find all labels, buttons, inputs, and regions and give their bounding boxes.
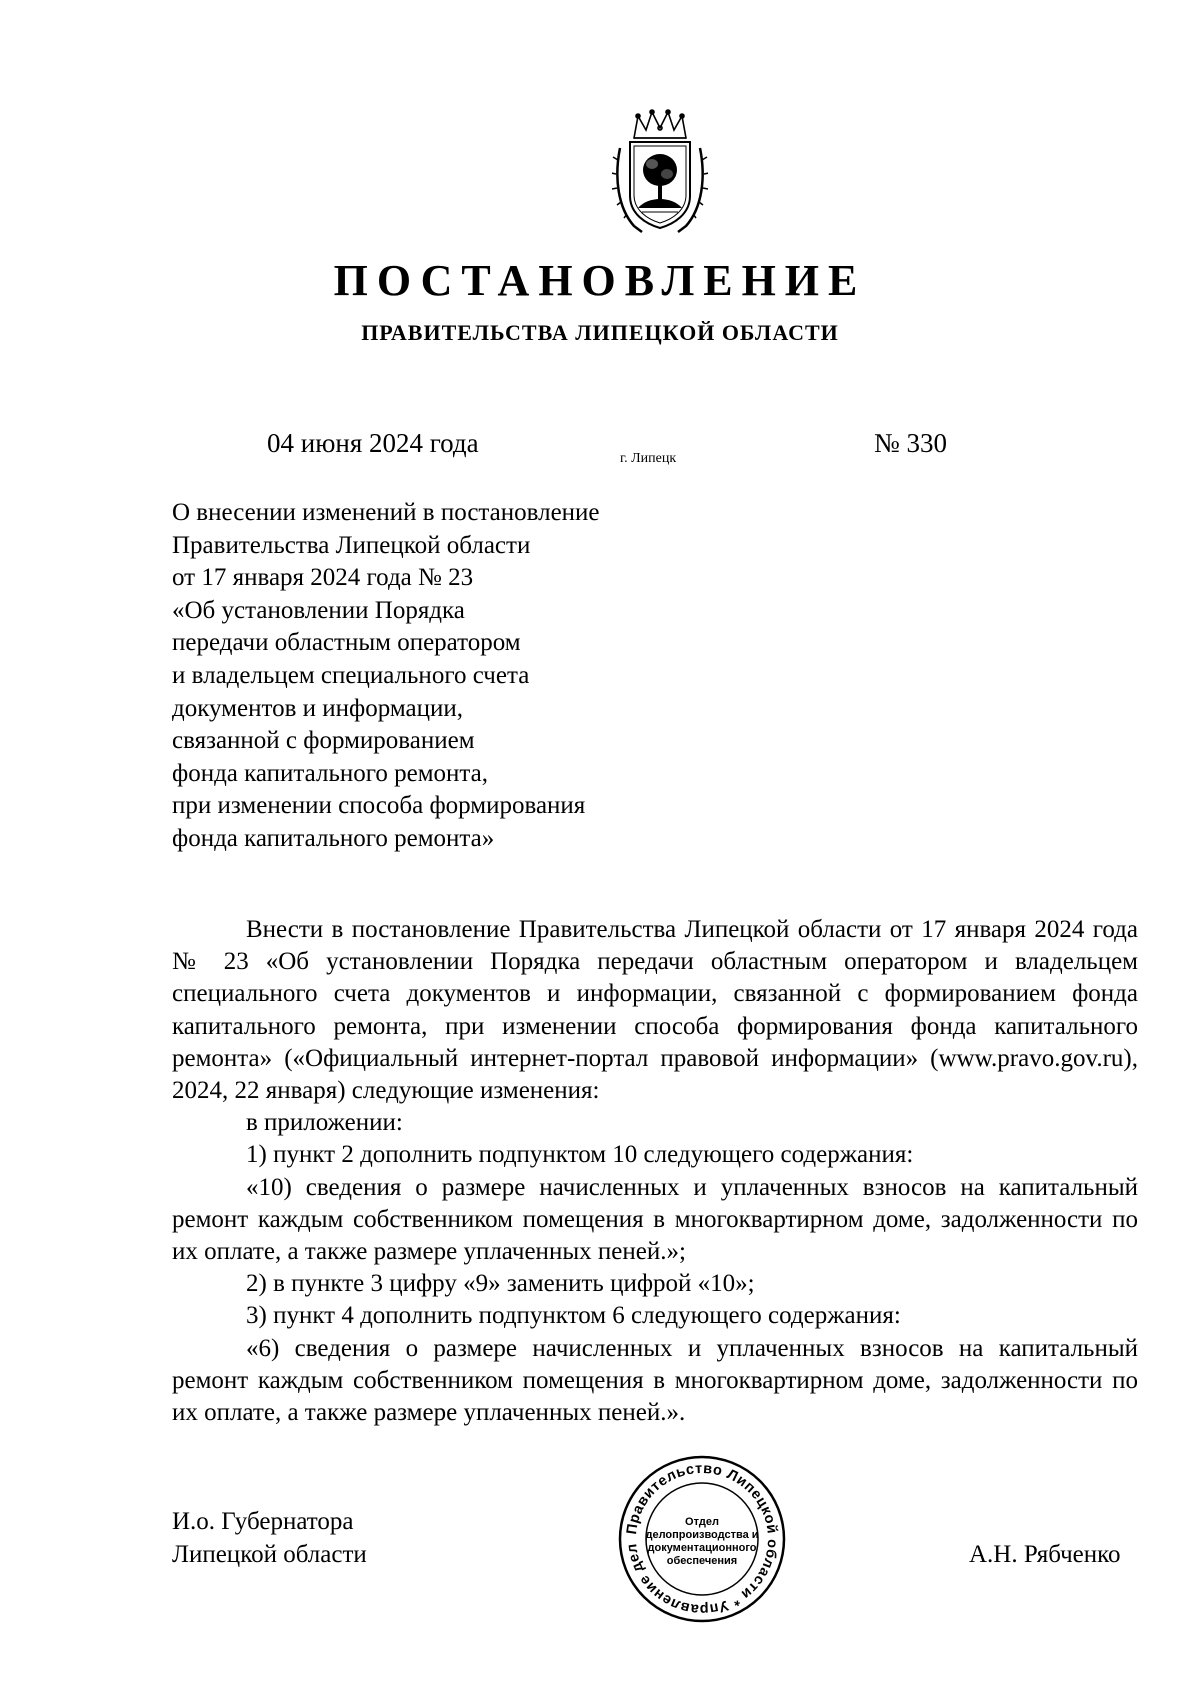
- document-city: г. Липецк: [620, 451, 677, 466]
- body-paragraph: 2) в пункте 3 цифру «9» заменить цифрой «10»;: [246, 1270, 755, 1298]
- document-title: ПОСТАНОВЛЕНИЕ: [333, 256, 867, 305]
- signatory-name: А.Н. Рябченко: [969, 1541, 1121, 1568]
- coat-of-arms-icon: [612, 108, 708, 238]
- body-paragraph: «6) сведения о размере начисленных и уплаченных взносов на капитальный ремонт каждым собственником помещения в многоквартирном доме, задолженности по их оплате, а также размере уплаченных пеней.».: [172, 1334, 1138, 1427]
- official-stamp: [617, 1454, 787, 1624]
- document-number: № 330: [874, 428, 948, 458]
- stamp-center-text: [617, 1516, 787, 1568]
- subject-line: от 17 января 2024 года № 23: [172, 564, 474, 592]
- subject-line: «Об установлении Порядка: [172, 596, 465, 624]
- document-body: [172, 914, 1138, 1429]
- subject-line: фонда капитального ремонта,: [172, 759, 488, 787]
- stamp-line: обеспечения: [666, 1555, 738, 1567]
- document-subtitle: ПРАВИТЕЛЬСТВА ЛИПЕЦКОЙ ОБЛАСТИ: [361, 320, 839, 345]
- stamp-ring-text: Правительство Липецкой области * Управление дел: [624, 1460, 781, 1618]
- document-date: 04 июня 2024 года: [267, 428, 479, 458]
- subject-line: при изменении способа формирования: [172, 792, 586, 820]
- subject-line: связанной с формированием: [172, 727, 475, 755]
- document-subject: [172, 497, 732, 856]
- stamp-line: документационного: [647, 1542, 757, 1554]
- signatory-position-line: Липецкой области: [172, 1541, 367, 1568]
- subject-line: передачи областным оператором: [172, 629, 521, 657]
- body-paragraph: в приложении:: [246, 1109, 403, 1137]
- subject-line: О внесении изменений в постановление: [172, 499, 600, 526]
- stamp-line: делопроизводства и: [645, 1529, 759, 1541]
- subject-line: фонда капитального ремонта»: [172, 824, 495, 852]
- body-paragraph-intro: Внести в постановление Правительства Липецкой области от 17 января 2024 года № 23 «Об установлении Порядка передачи областным оператором и владельцем специального счета документов и информации, связанной с формированием фонда капитального ремонта, при изменении способа формирования фонда капитального ремонта» («Официальный интернет-портал правовой информации» (www.pravo.gov.ru), 2024, 22 января) следующие изменения:: [172, 916, 1138, 1105]
- signatory-position: [172, 1505, 367, 1571]
- body-paragraph: 3) пункт 4 дополнить подпунктом 6 следующего содержания:: [246, 1302, 901, 1330]
- body-paragraph: «10) сведения о размере начисленных и уплаченных взносов на капитальный ремонт каждым собственником помещения в многоквартирном доме, задолженности по их оплате, а также размере уплаченных пеней.»;: [172, 1173, 1138, 1266]
- body-paragraph: 1) пункт 2 дополнить подпунктом 10 следующего содержания:: [246, 1141, 914, 1169]
- stamp-line: Отдел: [685, 1516, 719, 1528]
- subject-line: Правительства Липецкой области: [172, 531, 531, 559]
- subject-line: и владельцем специального счета: [172, 661, 530, 689]
- subject-line: документов и информации,: [172, 694, 463, 722]
- signatory-position-line: И.о. Губернатора: [172, 1508, 354, 1535]
